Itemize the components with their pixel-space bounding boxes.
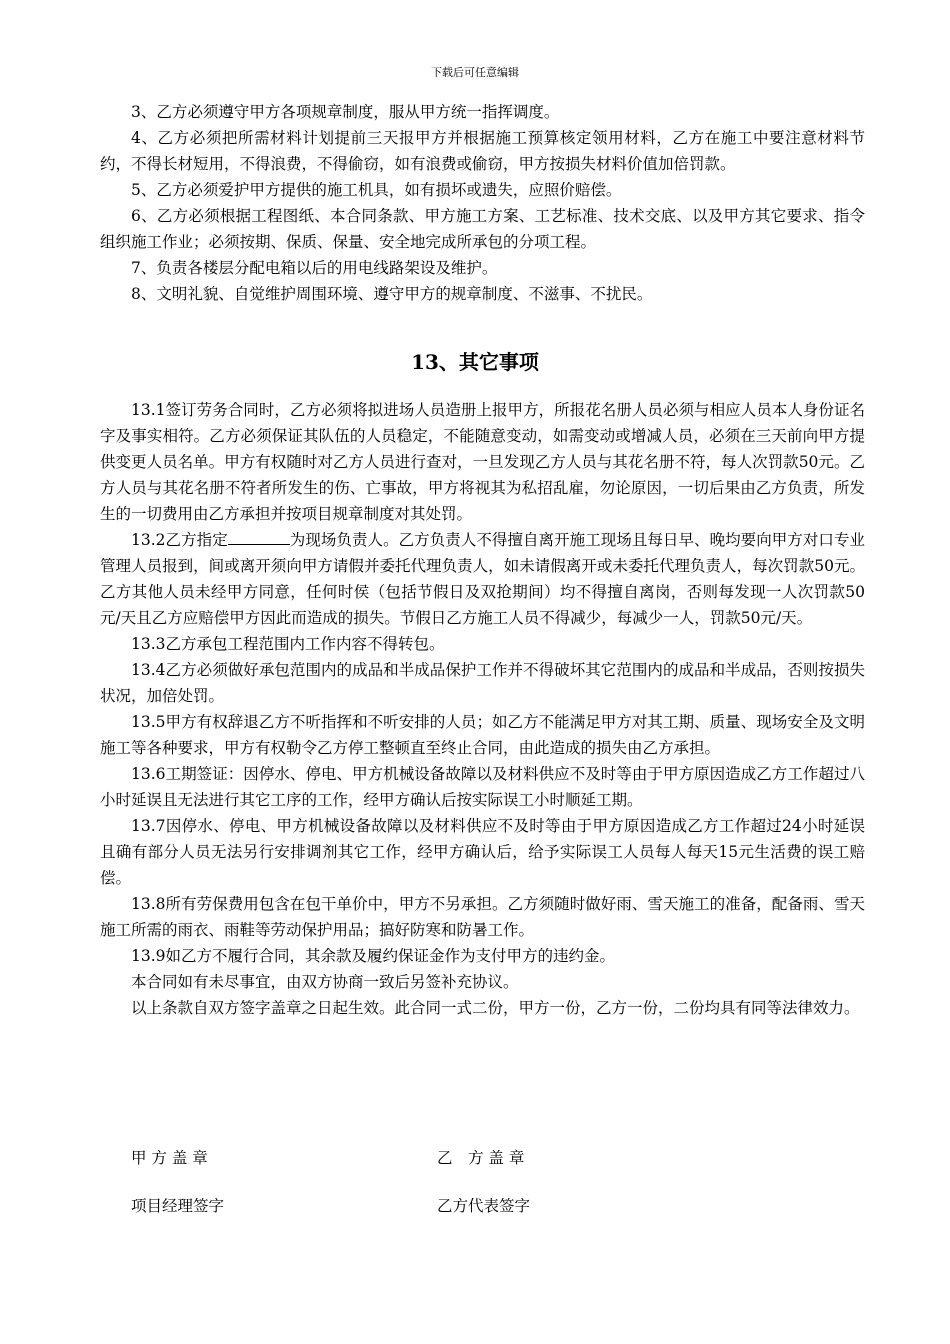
clause-13-1: 13.1签订劳务合同时，乙方必须将拟进场人员造册上报甲方，所报花名册人员必须与相应人员本人身份证名字及事实相符。乙方必须保证其队伍的人员稳定，不能随意变动，如需变动或增减人员，必须在三天前向甲方提供变更人员名单。甲方有权随时对乙方人员进行查对，一旦发现乙方人员与其花名册不符，每人次罚款50元。乙方人员与其花名册不符者所发生的伤、亡事故，甲方将视其为私招乱雇，勿论原因，一切后果由乙方负责，所发生的一切费用由乙方承担并按项目规章制度对其处罚。 xyxy=(100,401,865,523)
clause-13-8: 13.8所有劳保费用包含在包干单价中，甲方不另承担。乙方须随时做好雨、雪天施工的准备，配备雨、雪天施工所需的雨衣、雨鞋等劳动保护用品；搞好防寒和防暑工作。 xyxy=(100,895,865,939)
obligations-list xyxy=(100,99,865,307)
section-title: 13、其它事项 xyxy=(411,350,539,374)
effectiveness-clause: 以上条款自双方签字盖章之日起生效。此合同一式二份，甲方一份，乙方一份，二份均具有同等法律效力。 xyxy=(131,999,860,1017)
clause-13-7: 13.7因停水、停电、甲方机械设备故障以及材料供应不及时等由于甲方原因造成乙方工作超过24小时延误且确有部分人员无法另行安排调剂其它工作，经甲方确认后，给予实际误工人员每人每天15元生活费的误工赔偿。 xyxy=(100,817,865,887)
clause-13-2-post: 为现场负责人。乙方负责人不得擅自离开施工现场且每日早、晚均要向甲方对口专业管理人员报到，间或离开须向甲方请假并委托代理负责人，如未请假离开或未委托代理负责人，每次罚款50元。乙方其他人员未经甲方同意，任何时侯（包括节假日及双抢期间）均不得擅自离岗，否则每发现一人次罚款50元/天且乙方应赔偿甲方因此而造成的损失。节假日乙方施工人员不得减少，每减少一人，罚款50元/天。 xyxy=(100,531,865,627)
project-manager-signature-label: 项目经理签字 xyxy=(131,1197,225,1215)
clause-13-4: 13.4乙方必须做好承包范围内的成品和半成品保护工作并不得破坏其它范围内的成品和半成品，否则按损失状况，加倍处罚。 xyxy=(100,661,865,705)
list-item: 5、乙方必须爱护甲方提供的施工机具，如有损坏或遗失，应照价赔偿。 xyxy=(131,181,622,199)
party-a-seal-label: 甲 方 盖 章 xyxy=(131,1149,208,1167)
party-b-seal-label: 乙 方 盖 章 xyxy=(437,1149,525,1167)
list-item: 3、乙方必须遵守甲方各项规章制度，服从甲方统一指挥调度。 xyxy=(131,103,560,121)
supplementary-clause: 本合同如有未尽事宜，由双方协商一致后另签补充协议。 xyxy=(131,973,519,991)
clause-13-2-pre: 13.2乙方指定 xyxy=(131,531,228,549)
clause-13-9: 13.9如乙方不履行合同，其余款及履约保证金作为支付甲方的违约金。 xyxy=(131,947,616,965)
clause-13-6: 13.6工期签证：因停水、停电、甲方机械设备故障以及材料供应不及时等由于甲方原因造成乙方工作超过八小时延误且无法进行其它工序的工作，经甲方确认后按实际误工小时顺延工期。 xyxy=(100,765,865,809)
responsible-person-blank[interactable] xyxy=(228,530,290,545)
list-item: 4、乙方必须把所需材料计划提前三天报甲方并根据施工预算核定领用材料，乙方在施工中要注意材料节约，不得长材短用，不得浪费，不得偷窃，如有浪费或偷窃，甲方按损失材料价值加倍罚款。 xyxy=(100,129,865,173)
clause-13-5: 13.5甲方有权辞退乙方不听指挥和不听安排的人员；如乙方不能满足甲方对其工期、质量、现场安全及文明施工等各种要求，甲方有权勒令乙方停工整顿直至终止合同，由此造成的损失由乙方承担。 xyxy=(100,713,865,757)
party-b-representative-signature-label: 乙方代表签字 xyxy=(437,1197,531,1215)
list-item: 7、负责各楼层分配电箱以后的用电线路架设及维护。 xyxy=(131,259,498,277)
list-item: 6、乙方必须根据工程图纸、本合同条款、甲方施工方案、工艺标准、技术交底、以及甲方其它要求、指令组织施工作业；必须按期、保质、保量、安全地完成所承包的分项工程。 xyxy=(100,207,865,251)
clauses-section xyxy=(100,397,865,1021)
clause-13-2 xyxy=(100,527,865,631)
list-item: 8、文明礼貌、自觉维护周围环境、遵守甲方的规章制度、不滋事、不扰民。 xyxy=(131,285,653,303)
page-header: 下载后可任意编辑 xyxy=(431,66,519,79)
clause-13-3: 13.3乙方承包工程范围内工作内容不得转包。 xyxy=(131,635,445,653)
